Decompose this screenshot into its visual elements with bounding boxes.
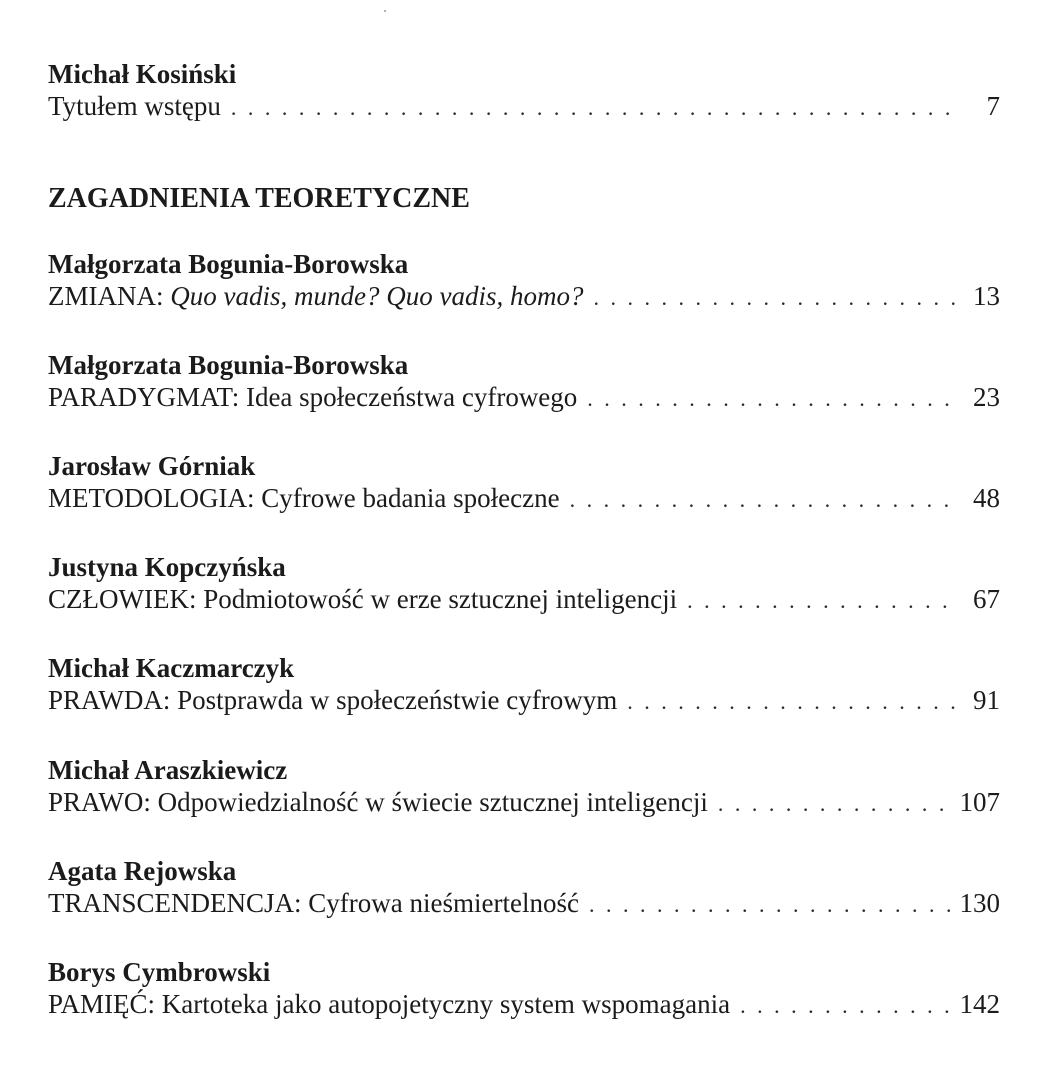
entry-page-number: 48 <box>973 483 1000 513</box>
toc-entry <box>48 652 1000 720</box>
dot-leader <box>231 92 960 124</box>
entry-title-line <box>48 280 1000 316</box>
section-heading: ZAGADNIENIA TEORETYCZNE <box>48 183 470 214</box>
entry-author: Jarosław Górniak <box>48 451 256 481</box>
entry-title-line <box>48 482 1000 518</box>
dot-leader <box>589 889 950 921</box>
dot-leader <box>627 686 960 718</box>
entry-title-line <box>48 583 1000 619</box>
entry-title-line <box>48 988 1000 1024</box>
scan-speck <box>384 10 386 12</box>
toc-entry <box>48 956 1000 1024</box>
entry-author: Michał Kosiński <box>48 59 237 89</box>
entry-title: Tytułem wstępu <box>48 91 221 121</box>
entry-author: Michał Araszkiewicz <box>48 755 288 785</box>
toc-entry <box>48 349 1000 417</box>
entry-author: Agata Rejowska <box>48 856 237 886</box>
entry-title: PAMIĘĆ: Kartoteka jako autopojetyczny system wspomagania <box>48 989 731 1019</box>
entry-page-number: 91 <box>973 685 1000 715</box>
toc-entry <box>48 248 1000 316</box>
entry-author: Justyna Kopczyńska <box>48 552 286 582</box>
dot-leader <box>593 282 960 314</box>
entry-title-line <box>48 90 1000 126</box>
entry-author: Małgorzata Bogunia-Borowska <box>48 249 409 279</box>
dot-leader <box>570 484 960 516</box>
entry-page-number: 7 <box>986 91 1000 121</box>
entry-title-main: ZMIANA: <box>48 281 171 311</box>
dot-leader <box>587 383 960 415</box>
toc-entry <box>48 855 1000 923</box>
entry-title-line <box>48 684 1000 720</box>
entry-title-line <box>48 887 1000 923</box>
entry-page-number: 67 <box>973 584 1000 614</box>
toc-entry <box>48 450 1000 518</box>
entry-author: Małgorzata Bogunia-Borowska <box>48 350 409 380</box>
dot-leader <box>687 585 960 617</box>
entry-title <box>48 280 583 312</box>
dot-leader <box>740 990 949 1022</box>
entry-page-number: 107 <box>959 787 1000 817</box>
entry-title: TRANSCENDENCJA: Cyfrowa nieśmiertelność <box>48 888 579 918</box>
entry-title: PRAWDA: Postprawda w społeczeństwie cyfrowym <box>48 685 618 715</box>
entry-title-line <box>48 381 1000 417</box>
entry-title: PRAWO: Odpowiedzialność w świecie sztucznej inteligencji <box>48 787 708 817</box>
toc-entry <box>48 551 1000 619</box>
entry-author: Michał Kaczmarczyk <box>48 653 295 683</box>
entry-title-italic: Quo vadis, munde? Quo vadis, homo? <box>170 281 584 311</box>
entry-title: PARADYGMAT: Idea społeczeństwa cyfrowego <box>48 382 578 412</box>
entry-page-number: 142 <box>959 989 1000 1019</box>
entry-author: Borys Cymbrowski <box>48 957 271 987</box>
entry-title: METODOLOGIA: Cyfrowe badania społeczne <box>48 483 560 513</box>
entry-page-number: 130 <box>959 888 1000 918</box>
toc-entry <box>48 754 1000 822</box>
entry-page-number: 13 <box>973 281 1000 311</box>
entry-page-number: 23 <box>973 382 1000 412</box>
entry-title-line <box>48 786 1000 822</box>
dot-leader <box>718 788 950 820</box>
entry-title: CZŁOWIEK: Podmiotowość w erze sztucznej inteligencji <box>48 584 678 614</box>
toc-entry-intro <box>48 58 1000 126</box>
